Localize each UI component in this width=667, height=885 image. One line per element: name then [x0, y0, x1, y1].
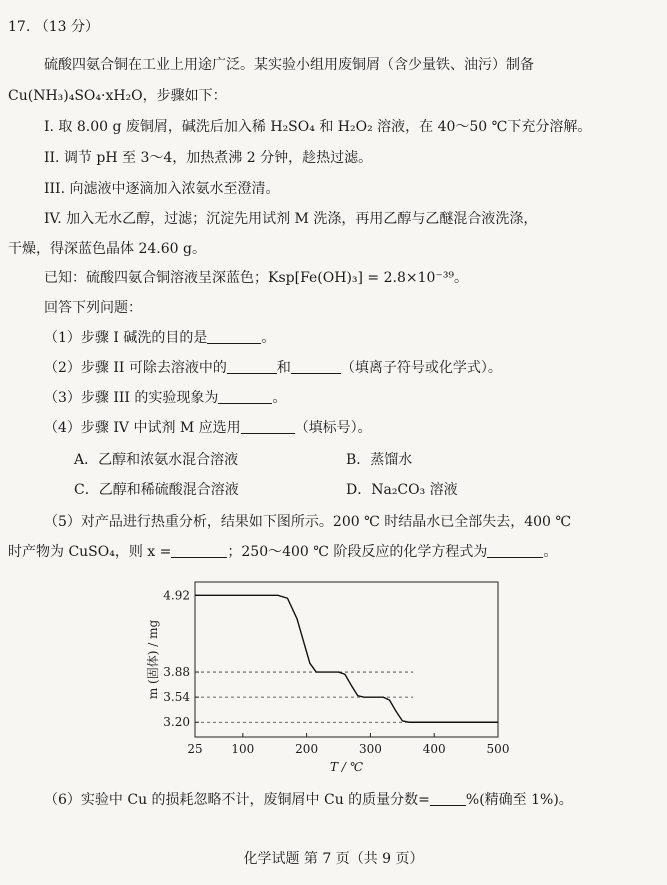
x-tick-label: 200	[295, 742, 319, 756]
option-a: A．乙醇和浓氨水混合溶液	[74, 452, 239, 468]
step-4-line-2: 干燥，得深蓝色晶体 24.60 g。	[8, 241, 206, 257]
answer-blank-3[interactable]	[218, 389, 272, 404]
option-d: D．Na₂CO₃ 溶液	[346, 482, 458, 498]
answer-prompt: 回答下列问题：	[44, 300, 142, 316]
question-1-end: 。	[261, 330, 276, 346]
question-header	[8, 17, 99, 37]
answer-blank-5b[interactable]	[487, 543, 543, 558]
y-tick-label: 4.92	[163, 588, 190, 603]
answer-blank-6[interactable]	[430, 791, 466, 806]
question-3-end: 。	[272, 390, 287, 406]
question-2-and: 和	[276, 360, 291, 376]
intro-line-1: 硫酸四氨合铜在工业上用途广泛。某实验小组用废铜屑（含少量铁、油污）制备	[44, 57, 534, 73]
y-tick-label: 3.20	[163, 715, 190, 730]
question-1	[44, 328, 275, 348]
step-3: III. 向滤液中逐滴加入浓氨水至澄清。	[44, 181, 280, 197]
x-tick-label: 100	[231, 742, 255, 756]
y-tick-label: 3.88	[163, 665, 190, 680]
series-line	[195, 595, 498, 722]
x-tick-label: 25	[187, 742, 203, 756]
option-b: B．蒸馏水	[346, 452, 413, 468]
y-tick-label: 3.54	[163, 690, 190, 705]
question-3-text: （3）步骤 III 的实验现象为	[44, 390, 219, 406]
step-1: I. 取 8.00 g 废铜屑，碱洗后加入稀 H₂SO₄ 和 H₂O₂ 溶液，在 40～50 ℃下充分溶解。	[44, 119, 592, 135]
question-1-text: （1）步骤 I 碱洗的目的是	[44, 330, 208, 346]
step-2: II. 调节 pH 至 3～4，加热煮沸 2 分钟，趁热过滤。	[44, 150, 373, 166]
page-footer: 化学试题 第 7 页（共 9 页）	[243, 851, 424, 867]
question-5-line-1: （5）对产品进行热重分析，结果如下图所示。200 ℃ 时结晶水已全部失去，400 ℃	[44, 514, 572, 530]
question-6	[44, 790, 573, 810]
x-tick-label: 500	[486, 742, 510, 756]
x-axis-label: T / ℃	[329, 760, 364, 774]
question-5-eq-text: ；250～400 ℃ 阶段反应的化学方程式为	[227, 544, 488, 560]
option-c: C．乙醇和稀硫酸混合溶液	[74, 482, 239, 498]
question-5-line-2	[8, 542, 557, 562]
question-2-end: （填离子符号或化学式）。	[340, 360, 502, 376]
answer-blank-2a[interactable]	[227, 359, 277, 374]
answer-blank-5a[interactable]	[171, 543, 227, 558]
question-6-end: %(精确至 1%)。	[465, 792, 573, 808]
answer-blank-2b[interactable]	[291, 359, 341, 374]
question-5-end: 。	[543, 544, 558, 560]
step-4-line-1: IV. 加入无水乙醇，过滤；沉淀先用试剂 M 洗涤，再用乙醇与乙醚混合液洗涤，	[44, 211, 538, 227]
answer-blank-4[interactable]	[241, 419, 295, 434]
known-info: 已知：硫酸四氨合铜溶液呈深蓝色；Ksp[Fe(OH)₃] = 2.8×10⁻³⁹。	[44, 270, 469, 286]
x-tick-label: 300	[358, 742, 382, 756]
question-4-text: （4）步骤 IV 中试剂 M 应选用	[44, 420, 241, 436]
plot-frame	[195, 582, 498, 737]
question-2	[44, 358, 502, 378]
question-number: 17.	[8, 19, 31, 35]
question-score: （13 分）	[34, 19, 99, 35]
question-5-x-text: 时产物为 CuSO₄，则 x =	[8, 544, 172, 560]
question-4-end: （填标号）。	[294, 420, 372, 436]
question-2-text: （2）步骤 II 可除去溶液中的	[44, 360, 227, 376]
question-6-text: （6）实验中 Cu 的损耗忽略不计，废铜屑中 Cu 的质量分数=	[44, 792, 430, 808]
question-3	[44, 388, 286, 408]
x-tick-label: 400	[422, 742, 446, 756]
question-4	[44, 418, 372, 438]
intro-line-2: Cu(NH₃)₄SO₄·xH₂O，步骤如下：	[8, 88, 227, 104]
y-axis-label: m (固体) / mg	[146, 619, 160, 700]
answer-blank-1[interactable]	[207, 329, 261, 344]
thermogravimetric-chart	[140, 570, 520, 775]
